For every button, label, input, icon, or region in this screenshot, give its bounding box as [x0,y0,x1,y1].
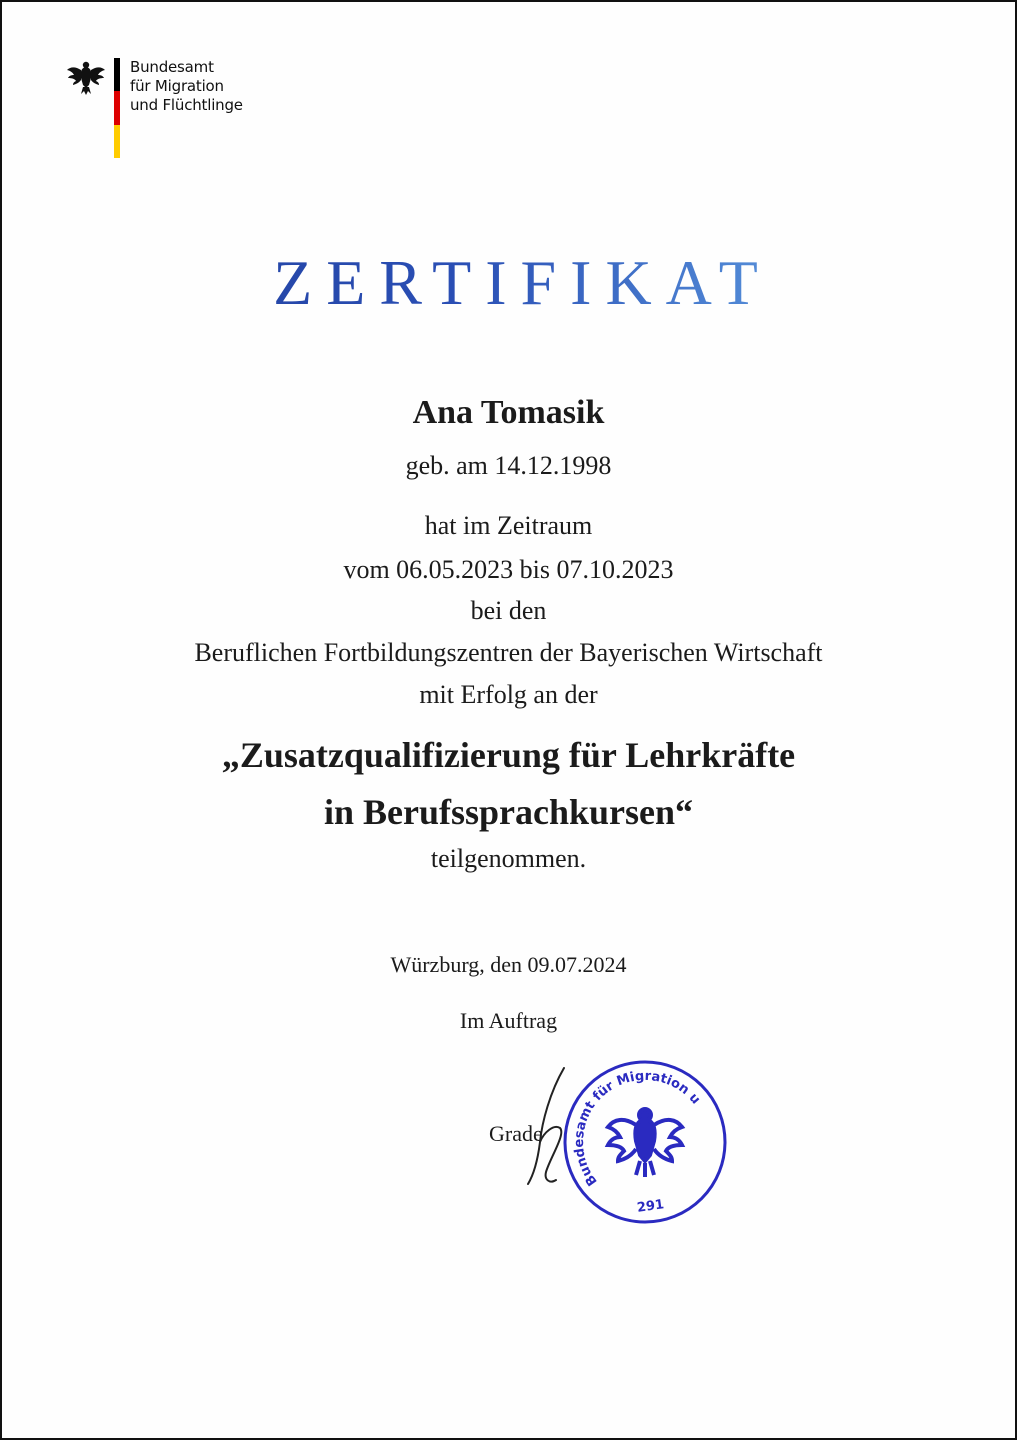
date-range: vom 06.05.2023 bis 07.10.2023 [343,555,674,584]
certificate-title: ZERTIFIKAT [2,246,1017,320]
svg-text:Bundesamt für Migration und Fl [560,1057,703,1202]
course-title-line-2: in Berufssprachkursen“ [323,792,694,832]
flag-stripe-gold [114,125,120,158]
stamp-text: Bundesamt für Migration und [571,1068,704,1189]
text-end: teilgenommen. [430,844,587,873]
flag-stripe-red [114,91,120,124]
logo-line-1: Bundesamt [130,58,214,76]
on-behalf: Im Auftrag [459,1008,558,1033]
signer-name: Grade [489,1121,543,1146]
bamf-logo [66,58,306,168]
flag-stripe-black [114,58,120,91]
logo-text [130,58,243,115]
place-and-date: Würzburg, den 09.07.2024 [390,952,627,977]
text-success: mit Erfolg an der [419,680,598,709]
course-title-line-1: „Zusatzqualifizierung für Lehrkräfte [221,735,796,775]
german-flag-bar [114,58,120,158]
logo-line-3: und Flüchtlinge [130,96,243,114]
stamp-number: 291 [636,1197,666,1216]
text-at: bei den [470,596,547,625]
logo-line-2: für Migration [130,77,224,95]
federal-eagle-icon [66,58,106,98]
institution: Beruflichen Fortbildungszentren der Bayerischen Wirtschaft [194,638,823,667]
recipient-name: Ana Tomasik [412,394,605,431]
text-period: hat im Zeitraum [424,511,593,540]
stamp-eagle-icon [608,1109,682,1177]
date-of-birth: geb. am 14.12.1998 [405,451,612,480]
